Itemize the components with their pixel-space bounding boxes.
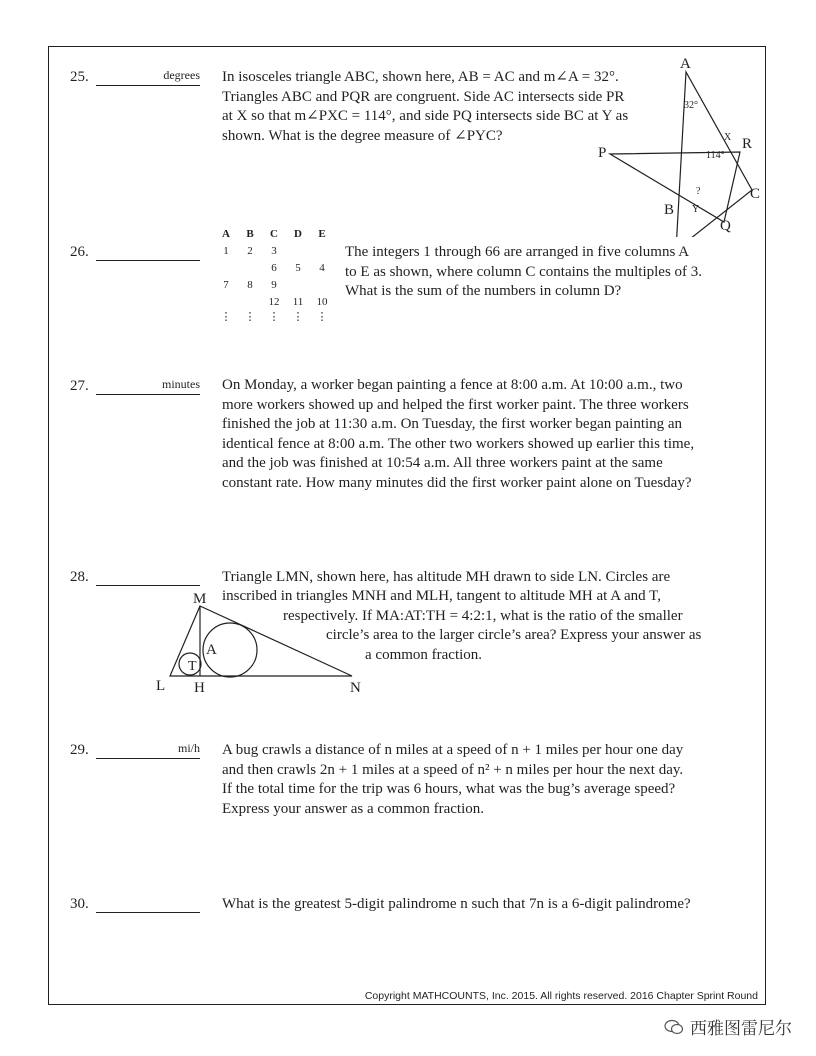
answer-blank-27[interactable] xyxy=(96,378,200,395)
unknown-angle-label: ? xyxy=(696,186,701,197)
problem-30-number: 30. xyxy=(70,896,89,912)
label-p: P xyxy=(598,145,607,161)
problem-27-line: more workers showed up and helped the first worker paint. The three workers xyxy=(222,396,689,413)
problem-25-line: shown. What is the degree measure of ∠PYC? xyxy=(222,127,503,144)
cell: 5 xyxy=(295,262,301,274)
problem-26-line: The integers 1 through 66 are arranged in five columns A xyxy=(345,244,690,260)
cell: 3 xyxy=(271,245,277,257)
problem-27-line: constant rate. How many minutes did the first worker paint alone on Tuesday? xyxy=(222,474,692,491)
label-y: Y xyxy=(692,204,700,215)
problem-27-number: 27. xyxy=(70,378,89,394)
problem-29-text xyxy=(222,741,683,819)
ellipsis: ⋮ xyxy=(244,311,256,323)
angle-a-label: 32° xyxy=(684,100,698,111)
cell: 2 xyxy=(247,245,253,257)
angle-x-label: 114° xyxy=(706,150,725,161)
problem-30-text: What is the greatest 5-digit palindrome n such that 7n is a 6-digit palindrome? xyxy=(222,896,691,912)
answer-unit-27: minutes xyxy=(162,377,200,391)
problem-25-number: 25. xyxy=(70,69,89,85)
problem-27-line: identical fence at 8:00 a.m. The other two workers showed up earlier this time, xyxy=(222,435,695,452)
problem-29-number: 29. xyxy=(70,742,89,758)
ellipsis: ⋮ xyxy=(316,311,328,323)
answer-blank-30[interactable] xyxy=(96,896,200,913)
problem-26-text xyxy=(345,243,702,302)
col-header-d: D xyxy=(294,228,302,240)
label-x: X xyxy=(724,132,732,143)
col-header-e: E xyxy=(318,228,326,240)
triangle-lmn-figure xyxy=(150,586,380,698)
problem-29-line: Express your answer as a common fraction. xyxy=(222,800,485,817)
answer-blank-29[interactable] xyxy=(96,742,200,759)
label-b: B xyxy=(664,202,675,218)
ellipsis: ⋮ xyxy=(292,311,304,323)
problem-26-line: to E as shown, where column C contains the multiples of 3. xyxy=(345,263,703,280)
watermark xyxy=(664,1014,792,1039)
wechat-icon xyxy=(664,1019,684,1035)
cell: 11 xyxy=(292,296,304,308)
problem-26-number: 26. xyxy=(70,244,89,260)
label-a: A xyxy=(206,642,217,658)
label-q: Q xyxy=(720,218,731,234)
cell: 12 xyxy=(268,296,280,308)
col-header-a: A xyxy=(222,228,230,240)
col-header-b: B xyxy=(246,228,254,240)
problem-29-line: and then crawls 2n + 1 miles at a speed of n² + n miles per hour the next day. xyxy=(222,761,684,778)
problem-25-text xyxy=(222,68,628,146)
label-a: A xyxy=(680,56,691,72)
problem-29-line: If the total time for the trip was 6 hours, what was the bug’s average speed? xyxy=(222,781,676,797)
problem-25-line: at X so that m∠PXC = 114°, and side PQ intersects side BC at Y as xyxy=(222,108,629,124)
cell: 7 xyxy=(223,279,229,291)
triangle-lmn xyxy=(170,606,352,676)
cell: 6 xyxy=(271,262,277,274)
problem-27-line: finished the job at 11:30 a.m. On Tuesday, the first worker began painting an xyxy=(222,416,683,432)
cell: 4 xyxy=(319,262,325,274)
copyright-footer: Copyright MATHCOUNTS, Inc. 2015. All rights reserved. 2016 Chapter Sprint Round xyxy=(364,990,758,1002)
problem-28-line-5: a common fraction. xyxy=(365,647,483,663)
problem-27-line: and the job was finished at 10:54 a.m. All three workers paint at the same xyxy=(222,455,663,471)
cell: 10 xyxy=(316,296,328,308)
cell: 9 xyxy=(271,279,277,291)
ellipsis: ⋮ xyxy=(268,311,280,323)
problem-25-line: In isosceles triangle ABC, shown here, AB = AC and m∠A = 32°. xyxy=(222,69,619,85)
problem-26-line: What is the sum of the numbers in column D? xyxy=(345,283,622,299)
answer-unit-29: mi/h xyxy=(177,741,200,755)
triangle-pqr xyxy=(610,152,740,222)
problem-27-text xyxy=(222,376,694,493)
cell: 8 xyxy=(247,279,253,291)
problem-28-line-4: circle’s area to the larger circle’s area? Express your answer as xyxy=(326,627,702,643)
label-c: C xyxy=(750,186,761,202)
problem-27-line: On Monday, a worker began painting a fence at 8:00 a.m. At 10:00 a.m., two xyxy=(222,377,683,393)
label-r: R xyxy=(742,136,753,152)
answer-blank-25[interactable] xyxy=(96,69,200,86)
triangle-abc-pqr-figure xyxy=(590,52,770,237)
ellipsis: ⋮ xyxy=(220,311,232,323)
col-header-c: C xyxy=(270,228,278,240)
label-l: L xyxy=(156,678,166,694)
label-h: H xyxy=(194,680,205,696)
answer-unit-25: degrees xyxy=(163,68,200,82)
label-t: T xyxy=(188,659,197,674)
problem-28-line-3: respectively. If MA:AT:TH = 4:2:1, what is the ratio of the smaller xyxy=(283,608,683,624)
cell: 1 xyxy=(223,245,229,257)
problem-28-line-1: Triangle LMN, shown here, has altitude MH drawn to side LN. Circles are xyxy=(222,569,671,585)
problem-25-line: Triangles ABC and PQR are congruent. Side AC intersects side PR xyxy=(222,88,625,105)
problem-29-line: A bug crawls a distance of n miles at a speed of n + 1 miles per hour one day xyxy=(222,742,684,758)
problem-28-number: 28. xyxy=(70,569,89,585)
answer-blank-28[interactable] xyxy=(96,569,200,586)
watermark-text: 西雅图雷尼尔 xyxy=(690,1019,792,1039)
answer-blank-26[interactable] xyxy=(96,244,200,261)
problem-28-line-2: inscribed in triangles MNH and MLH, tangent to altitude MH at A and T, xyxy=(222,588,661,604)
label-n: N xyxy=(350,680,361,696)
label-m: M xyxy=(193,591,207,607)
